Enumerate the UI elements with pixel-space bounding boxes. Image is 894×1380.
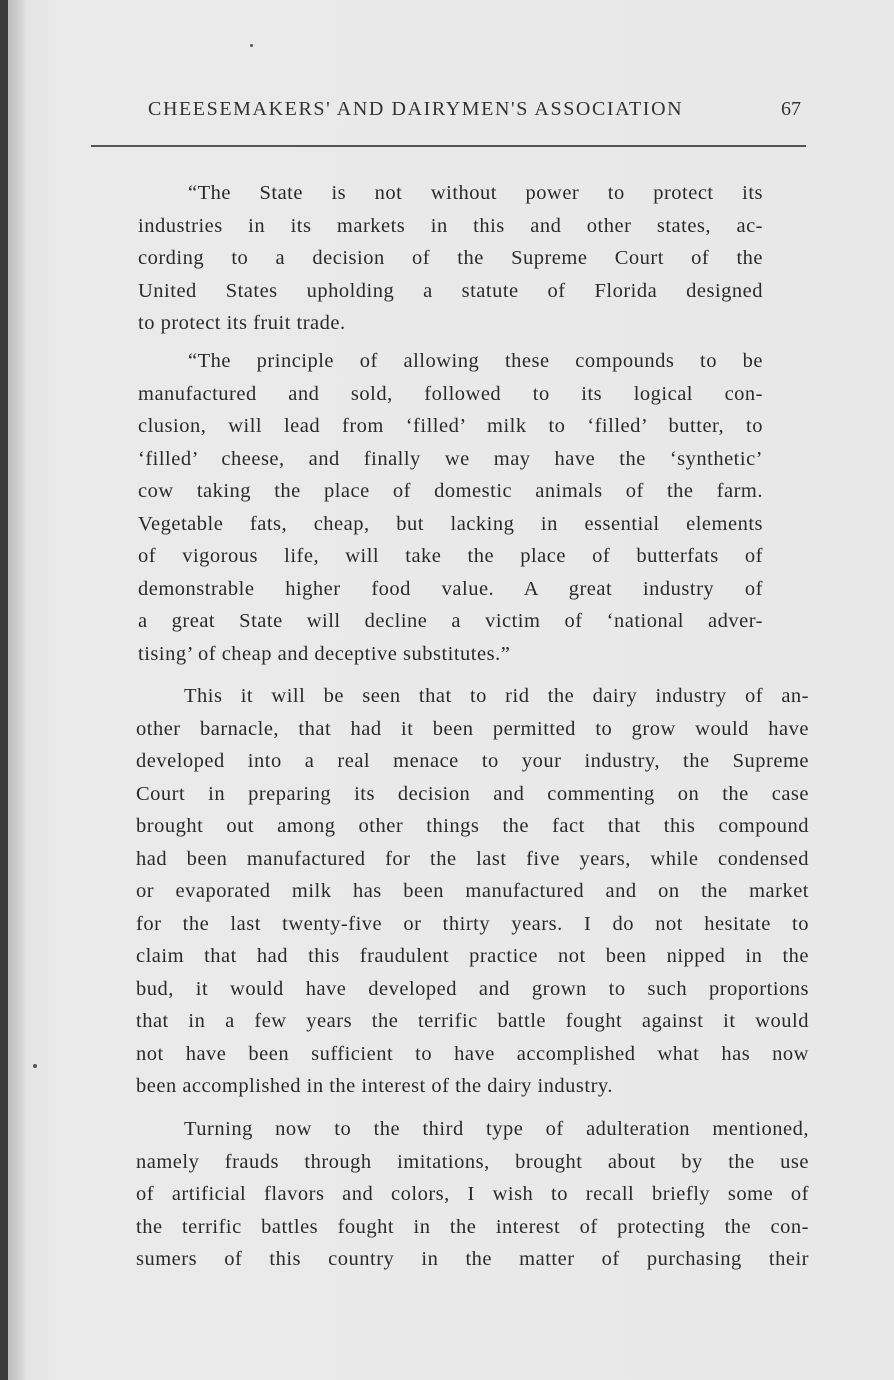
text-line: a great State will decline a victim of ‘national adver-: [138, 610, 763, 632]
text-line: brought out among other things the fact that this compound: [136, 815, 809, 837]
page-number: 67: [781, 98, 801, 120]
text-line: for the last twenty-five or thirty years. I do not hesitate to: [136, 912, 809, 935]
text-line: not have been sufficient to have accomplished what has now: [136, 1042, 809, 1065]
body-paragraph-2: [136, 1113, 809, 1276]
binding-shadow: [8, 0, 26, 1380]
text-line: tising’ of cheap and deceptive substitutes.”: [138, 642, 511, 665]
text-line: had been manufactured for the last five years, while condensed: [136, 847, 809, 870]
text-line: developed into a real menace to your industry, the Supreme: [136, 750, 809, 772]
text-line: namely frauds through imitations, brought about by the use: [136, 1150, 809, 1173]
text-line: of artificial flavors and colors, I wish to recall briefly some of: [136, 1183, 809, 1205]
text-line: “The principle of allowing these compounds to be: [188, 350, 763, 372]
text-line: claim that had this fraudulent practice not been nipped in the: [136, 945, 809, 967]
text-line: United States upholding a statute of Florida designed: [138, 279, 763, 302]
binding-edge: [0, 0, 8, 1380]
quote-paragraph-1: [138, 177, 763, 340]
paper-speck: [33, 1064, 37, 1068]
text-line: that in a few years the terrific battle fought against it would: [136, 1010, 809, 1032]
text-line: clusion, will lead from ‘filled’ milk to ‘filled’ butter, to: [138, 415, 763, 437]
running-head: CHEESEMAKERS' AND DAIRYMEN'S ASSOCIATION: [148, 98, 684, 120]
text-line: Court in preparing its decision and commenting on the case: [136, 782, 809, 805]
text-line: “The State is not without power to protect its: [188, 182, 763, 204]
text-line: of vigorous life, will take the place of butterfats of: [138, 545, 763, 567]
text-line: been accomplished in the interest of the dairy industry.: [136, 1075, 613, 1097]
text-line: manufactured and sold, followed to its logical con-: [138, 382, 763, 405]
text-line: other barnacle, that had it been permitted to grow would have: [136, 717, 809, 740]
text-line: Turning now to the third type of adulteration mentioned,: [184, 1118, 809, 1140]
text-line: demonstrable higher food value. A great industry of: [138, 577, 763, 600]
text-line: Vegetable fats, cheap, but lacking in essential elements: [138, 512, 763, 535]
text-line: bud, it would have developed and grown to such proportions: [136, 977, 809, 1000]
header-rule: [91, 145, 806, 147]
body-paragraph-1: [136, 680, 809, 1103]
paper-speck: [250, 44, 253, 47]
text-line: This it will be seen that to rid the dairy industry of an-: [184, 685, 809, 707]
text-line: cording to a decision of the Supreme Court of the: [138, 247, 763, 269]
text-line: ‘filled’ cheese, and finally we may have the ‘synthetic’: [138, 447, 763, 470]
text-line: or evaporated milk has been manufactured and on the market: [136, 880, 809, 902]
text-line: the terrific battles fought in the interest of protecting the con-: [136, 1215, 809, 1238]
text-line: to protect its fruit trade.: [138, 312, 346, 334]
text-line: sumers of this country in the matter of purchasing their: [136, 1248, 809, 1270]
text-line: industries in its markets in this and other states, ac-: [138, 214, 763, 237]
text-line: cow taking the place of domestic animals of the farm.: [138, 480, 763, 502]
quote-paragraph-2: [138, 345, 763, 670]
